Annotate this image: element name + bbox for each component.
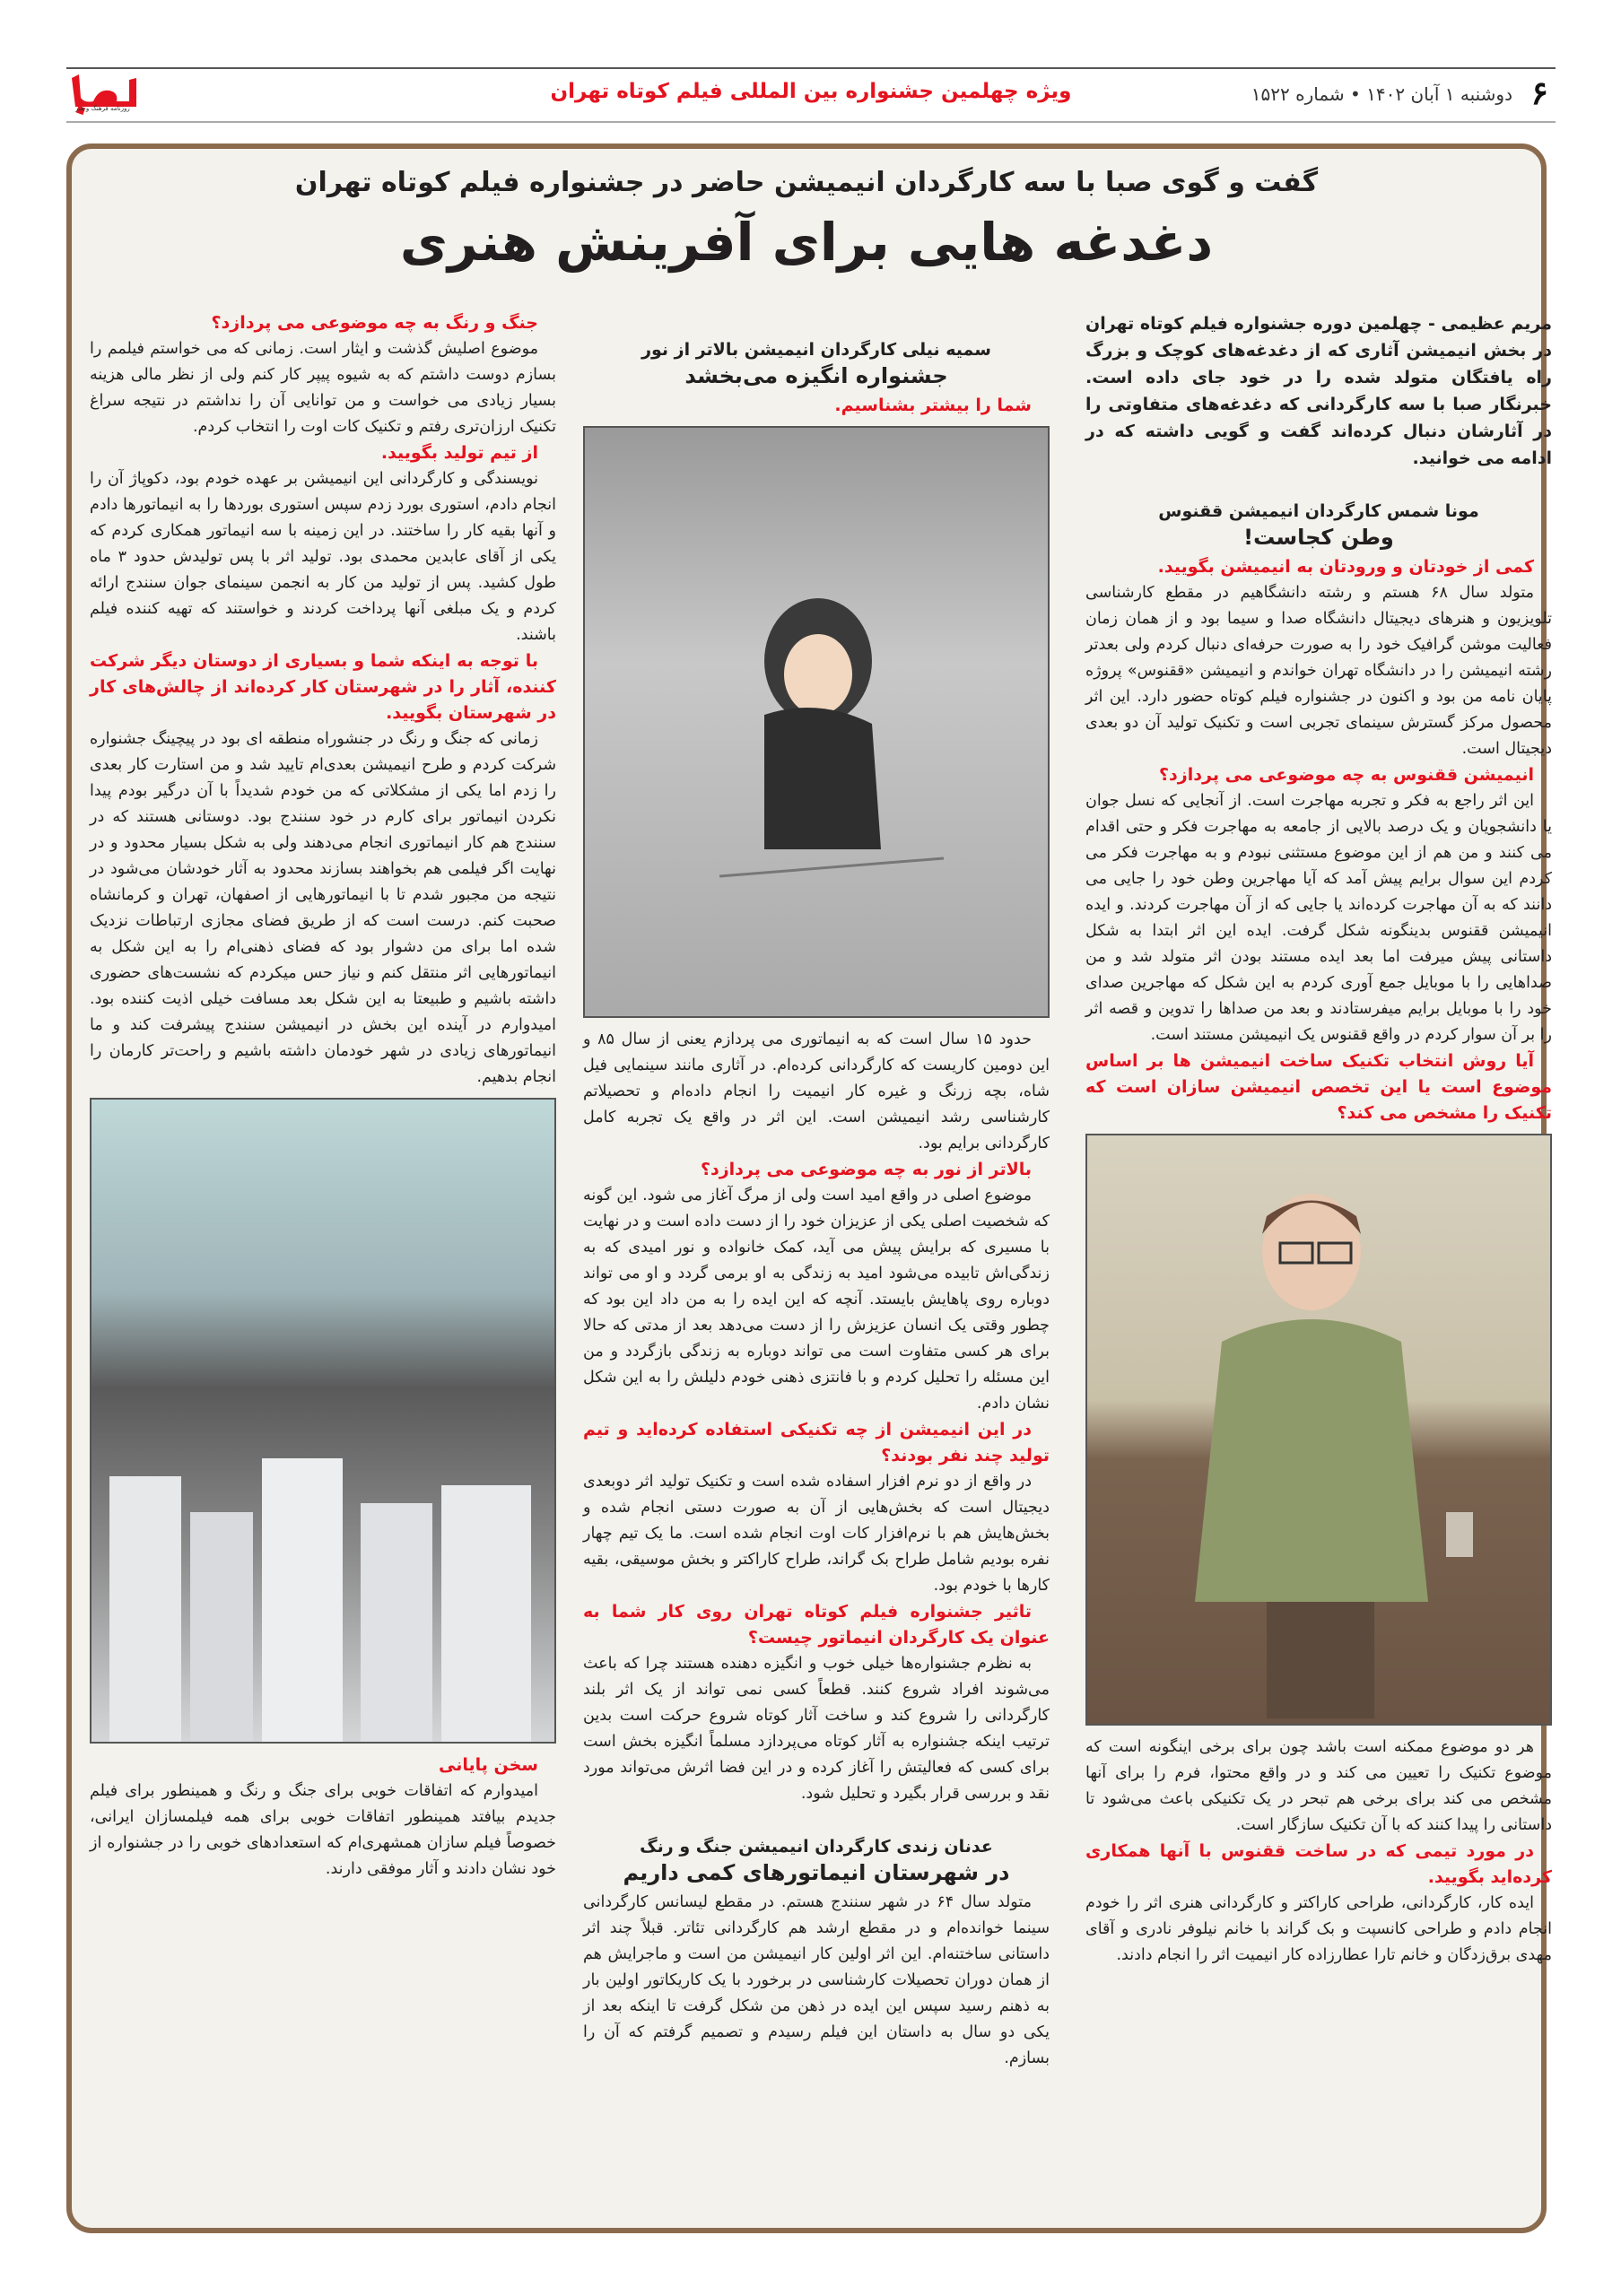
logo-subtitle: روزنامه فرهنگ و هنر xyxy=(75,105,130,112)
answer: امیدوارم که اتفاقات خوبی برای جنگ و رنگ و همینطور برای فیلم جدیدم بیافتد همینطور اتفاقات خوبی برای همه فیلمسازان ایرانی، خصوصاً فیلم سازان همشهری‌ام که استعدادهای خوبی را در جشنواره از خود نشان دادند و آثار موفقی دارند. xyxy=(90,1782,556,1878)
question: کمی از خودتان و ورودتان به انیمیشن بگویید. xyxy=(1157,557,1534,577)
section2-subhead: سمیه نیلی کارگردان انیمیشن بالاتر از نور xyxy=(641,340,991,360)
answer: ایده کار، کارگردانی، طراحی کاراکتر و کارگردانی هنری اثر را خودم انجام دادم و طراحی کانسپت و بک گراند با خانم نیلوفر نادری و آقای مهدی برق‌زدگان و خانم تارا عطارزاده کار انیمیت اثر را انجام دادند. xyxy=(1085,1894,1552,1964)
section1-title: وطن کجاست! xyxy=(1243,525,1394,550)
article-headline: دغدغه هایی برای آفرینش هنری xyxy=(399,212,1214,273)
column-right xyxy=(1085,310,1552,1969)
question: شما را بیشتر بشناسیم. xyxy=(834,396,1032,415)
answer: این اثر راجع به فکر و تجربه مهاجرت است. از آنجایی که نسل جوان یا دانشجویان و یک درصد بالایی از جامعه به مهاجرت فکر و حتی اقدام می کنند و من هم از این موضوع مستثنی نبودم و به مهاجرت فکر می کردم این سوال برایم پیش آمد که آیا مهاجرین وطن خود را جایی می دانند که به آن مهاجرت کرده‌اند یا جایی که از آن مهاجرت کردند. و ایده انیمیشن ققنوس بدینگونه شکل گرفت. ایده این اثر ابتدا به شکل داستانی پیش میرفت اما بعد ایده مستند بودن اثر متولد شد و من صداهایی را با موبایل جمع آوری کردم به این شکل که مهاجرین صدای خود را با موبایل برایم میفرستادند و بعد من صداها را تدوین و قصه اثر را بر آن سوار کردم در واقع ققنوس یک انیمیشن مستند است. xyxy=(1085,792,1552,1044)
answer: متولد سال ۶۴ در شهر سنندج هستم. در مقطع لیسانس کارگردانی سینما خوانده‌ام و در مقطع ارشد هم کارگردانی تئاتر. قبلاً چند اثر داستانی ساختنه‌ام. این اثر اولین کار انیمیشن من است و ماجرایش هم از همان دوران تحصیلات کارشناسی در برخورد با یک کاریکاتور اولین بار به ذهنم رسید سپس این ایده در ذهن من شکل گرفت تا اینکه بعد از یکی دو سال به داستان این فیلم رسیدم و تصمیم گرفتم که آن را بسازم. xyxy=(583,1893,1050,2067)
page-number: ۶ xyxy=(1530,74,1548,112)
article-frame xyxy=(66,144,1552,2233)
question: تاثیر جشنواره فیلم کوتاه تهران روی کار شما به عنوان یک کارگردان انیماتور چیست؟ xyxy=(583,1602,1050,1648)
answer: موضوع اصلی در واقع امید است ولی از مرگ آغاز می شود. این گونه که شخصیت اصلی یکی از عزیزان خود را از دست داده است و در نهایت با مسیری که برایش پیش می آید، کمک خانواده و نور امیدی که به زندگی‌اش تابیده می‌شود امید به زندگی به او برمی گردد و او می تواند دوباره روی پاهایش بایستد. آنچه که این ایده را به من داد این بود که چطور وقتی یک انسان عزیزش را از دست می‌دهد بعد از مدتی که حالا برای هر کسی متفاوت است می تواند دوباره به زندگی بازگردد و من این مسئله را تحلیل کردم و با فانتزی ذهنی خودم دلیلش را به این شکل نشان دادم. xyxy=(583,1187,1050,1413)
answer: به نظرم جشنواره‌ها خیلی خوب و انگیزه دهنده هستند چرا که باعث می‌شوند افراد شروع کنند. قطعاً کسی نمی تواند از یک اثر بلند کارگردانی را شروع کند و ساخت آثار کوتاه شروع حرکت است بدین ترتیب اینکه جشنواره به آثار کوتاه می‌پردازد مسلماً انگیزه بخش است برای کسی که فعالیتش را آغاز کرده و در این فضا اثرش می‌تواند مورد نقد و بررسی قرار بگیرد و تحلیل شود. xyxy=(583,1655,1050,1803)
saba-logo xyxy=(66,71,138,117)
question: جنگ و رنگ به چه موضوعی می پردازد؟ xyxy=(211,313,538,333)
city-buildings xyxy=(92,1100,554,1742)
article-kicker: گفت و گوی صبا با سه کارگردان انیمیشن حاضر در جشنواره فیلم کوتاه تهران xyxy=(294,167,1319,198)
article-lead: مریم عظیمی - چهلمین دوره جشنواره فیلم کوتاه تهران در بخش انیمیشن آثاری که از دغدغه‌های کوچک و بزرگ راه یافتگان متولد شده را در خود جای داده است. خبرنگار صبا با سه کارگردانی که دغدغه‌های متفاوتی را در آثارشان دنبال کرده‌اند گفت و گویی داشته که در ادامه می خوانید. xyxy=(1085,314,1552,468)
special-section-title: ویژه چهلمین جشنواره بین المللی فیلم کوتاه تهران xyxy=(550,80,1072,103)
question: از تیم تولید بگویید. xyxy=(380,443,538,463)
portrait-figure xyxy=(1087,1135,1550,1724)
answer: حدود ۱۵ سال است که به انیماتوری می پردازم یعنی از سال ۸۵ و این دومین کاریست که کارگردانی کرده‌ام. در آثاری مانند سینمایی فیل شاه، بچه زرنگ و غیره کار انیمیت را انجام داده‌ام و تحصیلاتم کارشناسی رشد انیمیشن است. این اثر در واقع یک تجربه کامل کارگردانی برایم بود. xyxy=(583,1031,1050,1152)
masthead xyxy=(66,67,1556,123)
question: با توجه به اینکه شما و بسیاری از دوستان دیگر شرکت کننده، آثار را در شهرستان کار کرده‌اند از چالش‌های کار در شهرستان بگویید. xyxy=(90,651,556,723)
answer: نویسندگی و کارگردانی این انیمیشن بر عهده خودم بود، دکوپاژ آن را انجام دادم، استوری بورد زدم سپس استوری بوردها را به انیماتورها دادم و آنها بقیه کار را ساختند. در این زمینه با سه انیماتور همکاری کردم که یکی از آقای عابدین محمدی بود. تولید اثر با پس تولیدش حدود ۳ ماه طول کشید. پس از تولید من کار به انجمن سینمای جوان سنندج ارائه کردم و یک مبلغی آنها پرداخت کردند و خواستند که تهیه کننده فیلم باشند. xyxy=(90,470,556,644)
question: آیا روش انتخاب تکنیک ساخت انیمیشن ها بر اساس موضوع است یا این تخصص انیمیشن سازان است که تکنیک را مشخص می کند؟ xyxy=(1085,1051,1552,1123)
question: در این انیمیشن از چه تکنیکی استفاده کرده‌اید و تیم تولید چند نفر بودند؟ xyxy=(583,1420,1050,1465)
answer: موضوع اصلیش گذشت و ایثار است. زمانی که می خواستم فیلمم را بسازم دوست داشتم که به شیوه پیپر کار کنم ولی از نظر مالی هزینه بسیار زیادی می خواست و من توانایی آن را نداشتم در نتیجه سراغ تکنیک ارزان‌تری رفتم و تکنیک کات اوت را انتخاب کردم. xyxy=(90,340,556,436)
city-smoke-illustration xyxy=(90,1098,556,1744)
question: بالاتر از نور به چه موضوعی می پردازد؟ xyxy=(700,1160,1032,1179)
question: سخن پایانی xyxy=(439,1755,538,1775)
answer: در واقع از دو نرم افزار اسفاده شده است و تکنیک تولید اثر دوبعدی دیجیتال است که بخش‌هایی از آن به صورت دستی انجام شده و بخش‌هایش هم با نرم‌افزار کات اوت انجام شده است. ما یک تیم چهار نفره بودیم شامل طراح بک گراند، طراح کاراکتر و بخش موسیقی، بقیه کارها با خودم بود. xyxy=(583,1473,1050,1595)
question: در مورد تیمی که در ساخت ققنوس با آنها همکاری کرده‌اید بگویید. xyxy=(1085,1841,1552,1887)
section3-subhead: عدنان زندی کارگردان انیمیشن جنگ و رنگ xyxy=(640,1837,993,1857)
section3-title: در شهرستان انیماتورهای کمی داریم xyxy=(623,1860,1010,1885)
answer: متولد سال ۶۸ هستم و رشته دانشگاهیم در مقطع کارشناسی تلویزیون و هنرهای دیجیتال دانشگاه صدا و سیما بود و از همان زمان فعالیت موشن گرافیک خود را به صورت حرفه‌ای دنبال کردم ولی بعدتر رشته انیمیشن را در دانشگاه تهران خواندم و انیمیشن «ققنوس» پروژه پایان نامه من بود و اکنون در جشنواره فیلم کوتاه حضور دارد. این اثر محصول مرکز گسترش سینمای تجربی است و تکنیک تولید آن دو بعدی دیجیتال است. xyxy=(1085,584,1552,758)
girl-illustration xyxy=(583,426,1050,1018)
section2-title: جشنواره انگیزه می‌بخشد xyxy=(684,363,948,388)
issue-date-line: دوشنبه ۱ آبان ۱۴۰۲ • شماره ۱۵۲۲ xyxy=(1251,83,1512,105)
answer: زمانی که جنگ و رنگ در جنشوراه منطقه ای بود در پیچینگ جشنواره شرکت کردم و طرح انیمیشن بعدی‌ام تایید شد و من استارت کار بعدی را زدم اما یکی از مشکلاتی که من خودم شدیداً با آن درگیر بودم پیدا نکردن انیماتور برای کارم در خود سنندج بود. دوستانی هستند که در سنندج هم کار انیماتوری انجام می‌دهند ولی به شکل بسیار محدود و در نهایت اگر فیلمی هم بخواهند بسازند محدود به آثار خودشان می‌شود در نتیجه من مجبور شدم تا با انیماتورهایی از اصفهان، تهران و کرمانشاه صحبت کنم. درست است که از طریق فضای مجازی ارتباطات نزدیک شده اما برای من دشوار بود که فضای ذهنی‌ام را به این شکل به انیماتورهایی اثر منتقل کنم و نیاز حس میکردم که نشست‌های حضوری داشته باشیم و طبیعتا به این شکل بعد مسافت خیلی اذیت کننده بود. امیدوارم در آینده این بخش در انیمیشن سنندج پیشرفت کند و ما انیماتورهای زیادی در شهر خودمان داشته باشیم و راحت‌تر کارمان را انجام بدهیم. xyxy=(90,730,556,1086)
column-left xyxy=(90,310,556,1883)
column-middle xyxy=(583,310,1050,2072)
young-man-illustration xyxy=(1085,1134,1552,1726)
section1-subhead: مونا شمس کارگردان انیمیشن ققنوس xyxy=(1158,501,1479,521)
girl-figure xyxy=(585,428,1048,1016)
question: انیمیشن ققنوس به چه موضوعی می پردازد؟ xyxy=(1159,765,1534,785)
answer: هر دو موضوع ممکنه است باشد چون برای برخی اینگونه است که موضوع تکنیک را تعیین می کند و در واقع محتوا، فرم را برای آنها مشخص می کند برای برخی هم تبحر در یک تکنیکی باعث می‌شود تا داستانی را پیدا کنند که با آن تکنیک سازگار است. xyxy=(1085,1738,1552,1834)
